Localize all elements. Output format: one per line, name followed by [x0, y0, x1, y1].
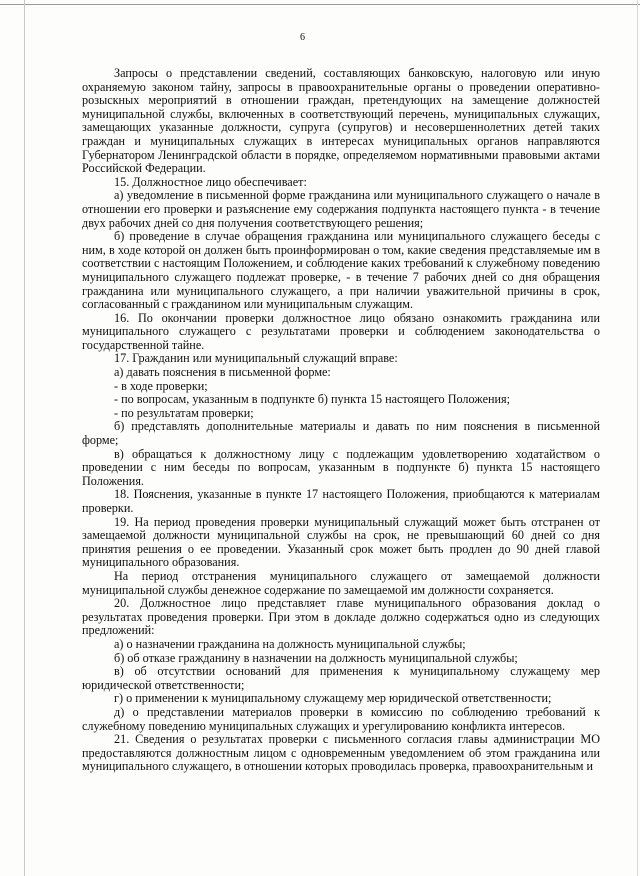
paragraph-17-a-item-3: - по результатам проверки; [114, 405, 254, 420]
paragraph-15-b: б) проведение в случае обращения гражданина или муниципального служащего беседы с ним, в ходе которой он должен быть проинформирован о том, какие сведения представляемые им в соответствии с настоящим Положением, и соблюдение каких требований к служебному поведению муниципального служащего подлежат проверке, - в течение 7 рабочих дней со дня обращения гражданина или муниципального служащего, а при наличии уважительной причины в срок, согласованный с гражданином или муниципальным служащим. [82, 229, 600, 312]
paragraph-20-e: д) о представлении материалов проверки в комиссию по соблюдению требований к служебному поведению муниципальных служащих и урегулированию конфликта интересов. [82, 704, 600, 733]
paragraph-17-heading: 17. Гражданин или муниципальный служащий вправе: [114, 351, 398, 366]
paragraph-20: 20. Должностное лицо представляет главе муниципального образования доклад о результатах проведения проверки. При этом в докладе должно содержаться одно из следующих предложений: [82, 596, 600, 638]
paragraph-18: 18. Пояснения, указанные в пункте 17 настоящего Положения, приобщаются к материалам проверки. [82, 487, 600, 515]
paragraph-16: 16. По окончании проверки должностное лицо обязано ознакомить гражданина или муниципального служащего с результатами проверки и соблюдением законодательства о государственной тайне. [82, 310, 600, 352]
paragraph-17-a-item-1: - в ходе проверки; [114, 378, 208, 393]
paragraph-15-heading: 15. Должностное лицо обеспечивает: [114, 174, 307, 189]
document-body [82, 67, 600, 774]
scan-right-edge [637, 0, 638, 876]
paragraph-19-continued: На период отстранения муниципального служащего от замещаемой должности муниципальной службы денежное содержание по замещаемой им должности сохраняется. [82, 568, 600, 597]
paragraph-20-d: г) о применении к муниципальному служащему мер юридической ответственности; [114, 691, 552, 706]
page-number-mark: 6 [300, 32, 305, 43]
paragraph-15-a: а) уведомление в письменной форме гражданина или муниципального служащего о начале в отношении его проверки и разъяснение ему содержания подпункта настоящего пункта - в течение двух рабочих дней со дня получения соответствующего решения; [82, 188, 600, 230]
paragraph-17-c: в) обращаться к должностному лицу с подлежащим удовлетворению ходатайством о проведении с ним беседы по вопросам, указанным в подпункте б) пункта 15 настоящего Положения. [82, 446, 600, 488]
paragraph-17-b: б) представлять дополнительные материалы и давать по ним пояснения в письменной форме; [82, 419, 600, 448]
paragraph-requests: Запросы о представлении сведений, составляющих банковскую, налоговую или иную охраняемую законом тайну, запросы в правоохранительные органы о проведении оперативно-розыскных мероприятий в отношении граждан, претендующих на замещение должностей муниципальной службы, включенных в соответствующий перечень, муниципальных служащих, замещающих указанные должности, супруга (супругов) и несовершеннолетних детей таких граждан и муниципальных служащих в интересах муниципальных органов направляются Губернатором Ленинградской области в порядке, определяемом нормативными правовыми актами Российской Федерации. [82, 66, 600, 176]
paragraph-20-c: в) об отсутствии оснований для применения к муниципальному служащему мер юридической ответственности; [82, 664, 600, 692]
paragraph-17-a-item-2: - по вопросам, указанным в подпункте б) пункта 15 настоящего Положения; [114, 392, 511, 407]
paragraph-21: 21. Сведения о результатах проверки с письменного согласия главы администрации МО предоставляются должностным лицом с одновременным уведомлением об этом гражданина или муниципального служащего, в отношении которых проводилась проверка, правоохранительным и [82, 732, 600, 774]
paragraph-20-b: б) об отказе гражданину в назначении на должность муниципальной службы; [114, 650, 518, 665]
paragraph-19: 19. На период проведения проверки муниципальный служащий может быть отстранен от замещаемой должности муниципальной службы на срок, не превышающий 60 дней со дня принятия решения о ее проведении. Указанный срок может быть продлен до 90 дней главой муниципального образования. [82, 514, 600, 570]
scan-top-edge [0, 4, 640, 5]
scan-left-edge [24, 0, 25, 876]
paragraph-20-a: а) о назначении гражданина на должность муниципальной службы; [114, 636, 466, 651]
paragraph-17-a: а) давать пояснения в письменной форме: [114, 365, 331, 380]
